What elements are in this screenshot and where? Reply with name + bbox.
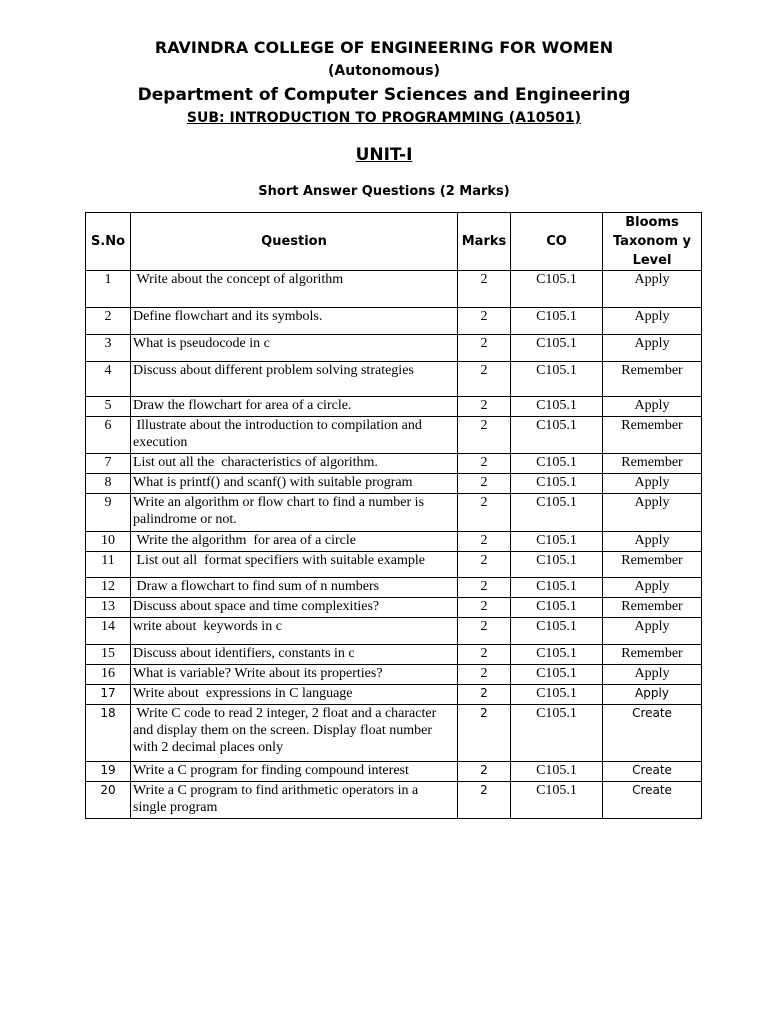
- cell-co: C105.1: [511, 665, 603, 685]
- cell-blooms-level: Apply: [603, 665, 702, 685]
- cell-question: Discuss about different problem solving strategies: [131, 362, 458, 397]
- questions-table: [85, 212, 702, 819]
- cell-co: C105.1: [511, 598, 603, 618]
- cell-blooms-level: Apply: [603, 397, 702, 417]
- cell-blooms-level: Apply: [603, 308, 702, 335]
- cell-co: C105.1: [511, 335, 603, 362]
- cell-blooms-level: Apply: [603, 618, 702, 645]
- cell-sno: 14: [86, 618, 131, 645]
- table-row: [86, 705, 702, 762]
- cell-co: C105.1: [511, 271, 603, 308]
- cell-question: Write the algorithm for area of a circle: [131, 532, 458, 552]
- cell-co: C105.1: [511, 552, 603, 578]
- cell-marks: 2: [458, 598, 511, 618]
- table-row: [86, 308, 702, 335]
- cell-marks: 2: [458, 362, 511, 397]
- cell-marks: 2: [458, 417, 511, 454]
- table-row: [86, 362, 702, 397]
- cell-marks: 2: [458, 335, 511, 362]
- table-row: [86, 665, 702, 685]
- cell-co: C105.1: [511, 705, 603, 762]
- cell-question: Write about expressions in C language: [131, 685, 458, 705]
- cell-co: C105.1: [511, 362, 603, 397]
- table-row: [86, 494, 702, 532]
- cell-sno: 11: [86, 552, 131, 578]
- cell-blooms-level: Remember: [603, 362, 702, 397]
- cell-blooms-level: Apply: [603, 474, 702, 494]
- cell-sno: 8: [86, 474, 131, 494]
- table-row: [86, 762, 702, 782]
- col-header-marks: Marks: [458, 213, 511, 271]
- table-row: [86, 532, 702, 552]
- cell-marks: 2: [458, 552, 511, 578]
- cell-co: C105.1: [511, 308, 603, 335]
- cell-sno: 2: [86, 308, 131, 335]
- cell-question: List out all the characteristics of algorithm.: [131, 454, 458, 474]
- cell-blooms-level: Remember: [603, 454, 702, 474]
- table-row: [86, 474, 702, 494]
- cell-question: What is printf() and scanf() with suitable program: [131, 474, 458, 494]
- col-header-question: Question: [131, 213, 458, 271]
- cell-question: List out all format specifiers with suitable example: [131, 552, 458, 578]
- cell-blooms-level: Apply: [603, 335, 702, 362]
- cell-sno: 7: [86, 454, 131, 474]
- cell-blooms-level: Remember: [603, 645, 702, 665]
- cell-sno: 10: [86, 532, 131, 552]
- cell-blooms-level: Remember: [603, 598, 702, 618]
- cell-question: Discuss about identifiers, constants in c: [131, 645, 458, 665]
- cell-blooms-level: Apply: [603, 271, 702, 308]
- cell-question: Define flowchart and its symbols.: [131, 308, 458, 335]
- cell-sno: 13: [86, 598, 131, 618]
- cell-co: C105.1: [511, 782, 603, 819]
- cell-co: C105.1: [511, 454, 603, 474]
- col-header-co: CO: [511, 213, 603, 271]
- cell-question: Write C code to read 2 integer, 2 float and a character and display them on the screen. Display float number with 2 decimal places only: [131, 705, 458, 762]
- table-header-row: [86, 213, 702, 271]
- cell-blooms-level: Apply: [603, 494, 702, 532]
- cell-co: C105.1: [511, 474, 603, 494]
- cell-blooms-level: Apply: [603, 532, 702, 552]
- cell-marks: 2: [458, 532, 511, 552]
- autonomous-label: (Autonomous): [328, 63, 440, 79]
- cell-co: C105.1: [511, 685, 603, 705]
- cell-marks: 2: [458, 782, 511, 819]
- cell-marks: 2: [458, 397, 511, 417]
- cell-co: C105.1: [511, 397, 603, 417]
- cell-sno: 5: [86, 397, 131, 417]
- table-row: [86, 454, 702, 474]
- cell-sno: 15: [86, 645, 131, 665]
- cell-marks: 2: [458, 665, 511, 685]
- cell-sno: 16: [86, 665, 131, 685]
- col-header-sno: S.No: [86, 213, 131, 271]
- cell-marks: 2: [458, 705, 511, 762]
- college-name: RAVINDRA COLLEGE OF ENGINEERING FOR WOMEN: [154, 38, 614, 57]
- cell-blooms-level: Create: [603, 705, 702, 762]
- table-row: [86, 417, 702, 454]
- cell-marks: 2: [458, 494, 511, 532]
- cell-question: write about keywords in c: [131, 618, 458, 645]
- cell-sno: 17: [86, 685, 131, 705]
- cell-sno: 3: [86, 335, 131, 362]
- table-row: [86, 397, 702, 417]
- cell-co: C105.1: [511, 645, 603, 665]
- cell-question: What is pseudocode in c: [131, 335, 458, 362]
- cell-marks: 2: [458, 578, 511, 598]
- cell-blooms-level: Remember: [603, 552, 702, 578]
- cell-blooms-level: Create: [603, 762, 702, 782]
- cell-sno: 19: [86, 762, 131, 782]
- cell-blooms-level: Apply: [603, 578, 702, 598]
- cell-marks: 2: [458, 618, 511, 645]
- table-row: [86, 552, 702, 578]
- cell-question: What is variable? Write about its properties?: [131, 665, 458, 685]
- table-row: [86, 578, 702, 598]
- cell-marks: 2: [458, 645, 511, 665]
- cell-marks: 2: [458, 308, 511, 335]
- cell-sno: 20: [86, 782, 131, 819]
- cell-question: Write a C program to find arithmetic operators in a single program: [131, 782, 458, 819]
- table-row: [86, 645, 702, 665]
- cell-co: C105.1: [511, 417, 603, 454]
- cell-blooms-level: Create: [603, 782, 702, 819]
- table-row: [86, 618, 702, 645]
- col-header-blooms-level: Blooms Taxonom y Level: [603, 213, 702, 271]
- cell-sno: 12: [86, 578, 131, 598]
- cell-blooms-level: Apply: [603, 685, 702, 705]
- cell-co: C105.1: [511, 618, 603, 645]
- cell-question: Write an algorithm or flow chart to find a number is palindrome or not.: [131, 494, 458, 532]
- cell-sno: 9: [86, 494, 131, 532]
- cell-question: Write a C program for finding compound interest: [131, 762, 458, 782]
- cell-sno: 4: [86, 362, 131, 397]
- cell-blooms-level: Remember: [603, 417, 702, 454]
- cell-marks: 2: [458, 454, 511, 474]
- cell-question: Write about the concept of algorithm: [131, 271, 458, 308]
- cell-sno: 18: [86, 705, 131, 762]
- table-row: [86, 598, 702, 618]
- cell-marks: 2: [458, 271, 511, 308]
- unit-title: UNIT-I: [355, 145, 413, 165]
- cell-co: C105.1: [511, 494, 603, 532]
- cell-co: C105.1: [511, 578, 603, 598]
- department-name: Department of Computer Sciences and Engineering: [137, 85, 631, 105]
- cell-co: C105.1: [511, 762, 603, 782]
- cell-co: C105.1: [511, 532, 603, 552]
- cell-question: Illustrate about the introduction to compilation and execution: [131, 417, 458, 454]
- table-row: [86, 685, 702, 705]
- cell-marks: 2: [458, 474, 511, 494]
- cell-question: Discuss about space and time complexities?: [131, 598, 458, 618]
- cell-marks: 2: [458, 685, 511, 705]
- cell-question: Draw the flowchart for area of a circle.: [131, 397, 458, 417]
- cell-marks: 2: [458, 762, 511, 782]
- table-row: [86, 335, 702, 362]
- section-title: Short Answer Questions (2 Marks): [258, 184, 510, 199]
- table-row: [86, 782, 702, 819]
- cell-sno: 1: [86, 271, 131, 308]
- subject-title: SUB: INTRODUCTION TO PROGRAMMING (A10501): [186, 110, 582, 126]
- cell-question: Draw a flowchart to find sum of n numbers: [131, 578, 458, 598]
- cell-sno: 6: [86, 417, 131, 454]
- table-row: [86, 271, 702, 308]
